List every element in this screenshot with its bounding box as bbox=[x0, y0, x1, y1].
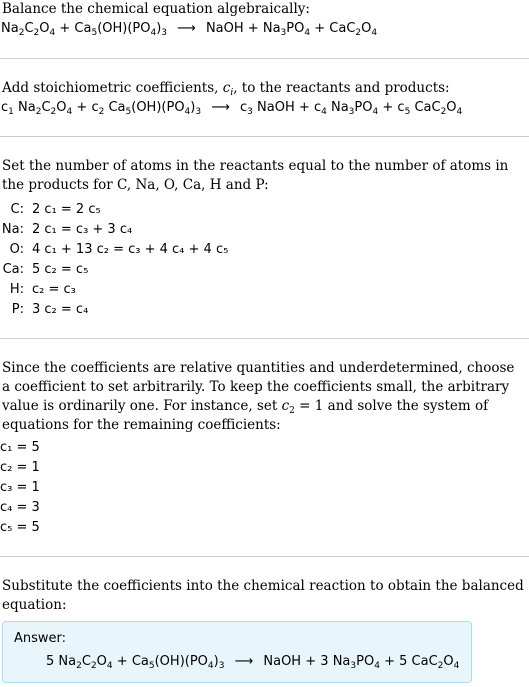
coefficient-equation: $c_1$ $Na_2C_2O_4 + c_2$ $Ca_5(OH)(PO_4)_3$ ⟶ $c_3$ NaOH + $c_4$ $Na_3PO_4 + c_5$ $CaC_2O_4$ bbox=[1, 100, 463, 117]
balance-equation: 3 c₂ = c₄ bbox=[32, 301, 89, 317]
balance-equation: 4 c₁ + 13 c₂ = c₃ + 4 c₄ + 4 c₅ bbox=[32, 241, 229, 257]
equation-row bbox=[0, 199, 228, 219]
divider bbox=[0, 58, 529, 59]
coefficient-solutions bbox=[0, 438, 40, 538]
equation-row bbox=[0, 279, 228, 299]
equation-row bbox=[0, 219, 228, 239]
equation-row bbox=[0, 239, 228, 259]
element-label: O: bbox=[9, 241, 24, 257]
balance-equation: c₂ = c₃ bbox=[32, 281, 76, 297]
solution-row: c₄ = 3 bbox=[0, 500, 40, 515]
step1-text: Add stoichiometric coefficients, $c_i$, to the reactants and products: bbox=[2, 80, 450, 98]
element-label: Ca: bbox=[2, 261, 24, 277]
answer-label: Answer: bbox=[14, 631, 67, 646]
solution-row: c₅ = 5 bbox=[0, 520, 40, 535]
divider bbox=[0, 136, 529, 137]
balance-equation: 2 c₁ = c₃ + 3 c₄ bbox=[32, 221, 133, 237]
solution-row: c₁ = 5 bbox=[0, 440, 40, 455]
equation-row bbox=[0, 259, 228, 279]
step4-text: Substitute the coefficients into the chemical reaction to obtain the balanced equation: bbox=[2, 578, 524, 613]
answer-box bbox=[2, 621, 472, 683]
element-label: P: bbox=[11, 301, 24, 317]
balance-equation: 2 c₁ = 2 c₅ bbox=[32, 201, 101, 217]
unbalanced-equation: $Na_2C_2O_4 + Ca_5(OH)(PO_4)_3$ ⟶ NaOH + $Na_3PO_4 + CaC_2O_4$ bbox=[1, 21, 378, 38]
element-label: Na: bbox=[1, 221, 24, 237]
element-label: C: bbox=[10, 201, 24, 217]
equation-row bbox=[0, 299, 228, 319]
atom-balance-system bbox=[0, 199, 228, 319]
balance-equation: 5 c₂ = c₅ bbox=[32, 261, 89, 277]
solution-row: c₂ = 1 bbox=[0, 460, 40, 475]
divider bbox=[0, 556, 529, 557]
divider bbox=[0, 338, 529, 339]
step2-text: Set the number of atoms in the reactants equal to the number of atoms in the products for C, Na, O, Ca, H and P: bbox=[2, 158, 509, 193]
element-label: H: bbox=[9, 281, 24, 297]
solution-row: c₃ = 1 bbox=[0, 480, 40, 495]
step3-text: Since the coefficients are relative quantities and underdetermined, choose a coefficient to set arbitrarily. To keep the coefficients small, the arbitrary value is ordinarily one. For instance, set $c_2 = 1$ and solve the system of equations for the remaining coefficients: bbox=[2, 360, 515, 433]
balanced-equation: 5 $Na_2C_2O_4 + Ca_5(OH)(PO_4)_3$ ⟶ NaOH + 3 $Na_3PO_4 + 5$ $CaC_2O_4$ bbox=[46, 654, 460, 671]
intro-text: Balance the chemical equation algebraically: bbox=[2, 1, 310, 17]
